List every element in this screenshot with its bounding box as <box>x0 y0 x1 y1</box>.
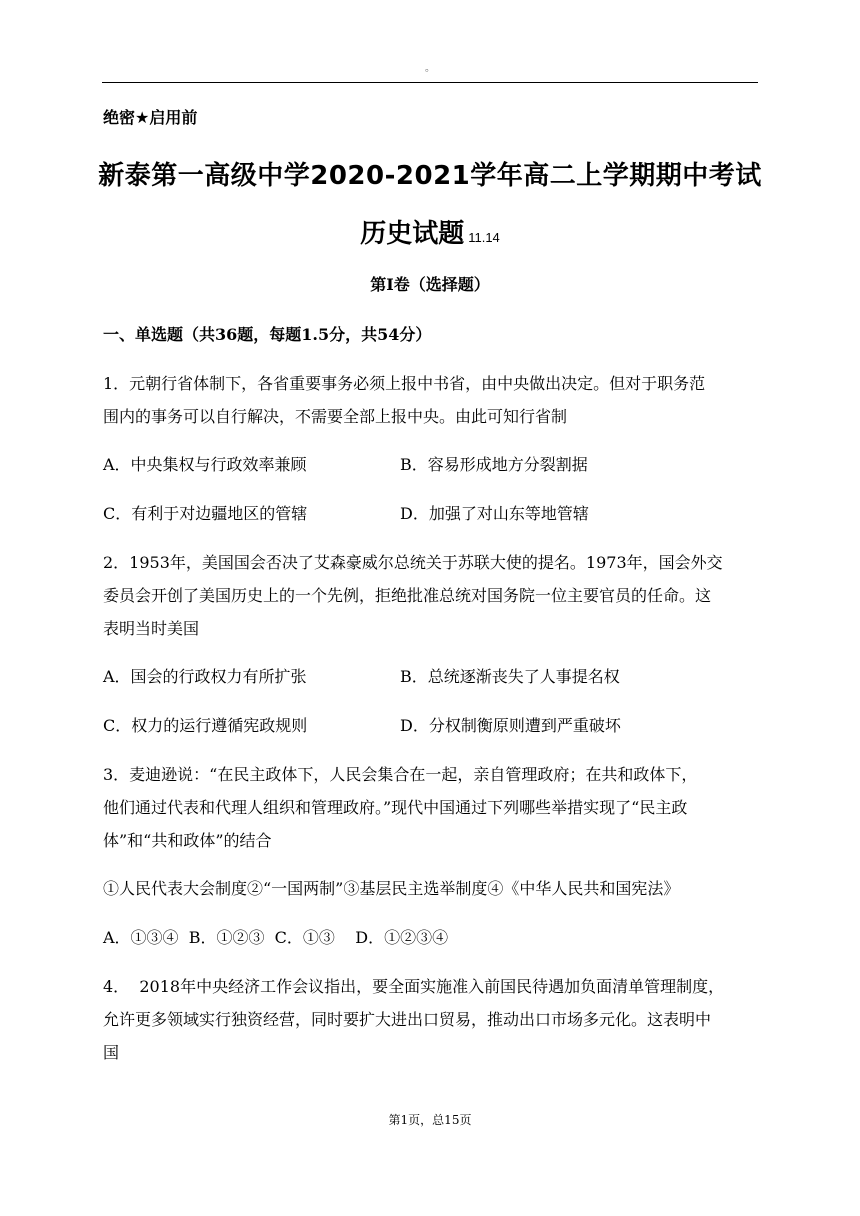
page-footer: 第1页，总15页 <box>388 1113 472 1127</box>
question-4-stem-line-3: 国 <box>103 1043 120 1062</box>
question-3-stem-line-3: 体”和“共和政体”的结合 <box>103 831 272 850</box>
question-3-items: ①人民代表大会制度②“一国两制”③基层民主选举制度④《中华人民共和国宪法》 <box>103 879 680 898</box>
subtitle-date: 11.14 <box>468 230 500 245</box>
header-mark: 。 <box>425 63 435 74</box>
question-1-option-c: C．有利于对边疆地区的管辖 <box>103 504 308 523</box>
question-1-stem-line-2: 围内的事务可以自行解决，不需要全部上报中央。由此可知行省制 <box>103 407 568 426</box>
question-3-stem-line-2: 他们通过代表和代理人组织和管理政府。”现代中国通过下列哪些举措实现了“民主政 <box>103 798 688 817</box>
question-3-stem-line-1: 3．麦迪逊说：“在民主政体下，人民会集合在一起，亲自管理政府；在共和政体下， <box>103 765 698 784</box>
question-2-option-c: C．权力的运行遵循宪政规则 <box>103 716 308 735</box>
question-1-option-d: D．加强了对山东等地管辖 <box>400 504 589 523</box>
exam-subtitle <box>0 215 860 257</box>
subtitle-text: 历史试题 <box>360 219 465 249</box>
question-1-option-b: B．容易形成地方分裂割据 <box>400 455 588 474</box>
question-2-stem-line-3: 表明当时美国 <box>103 619 200 638</box>
question-2-option-a: A．国会的行政权力有所扩张 <box>103 667 307 686</box>
volume-label: 第Ⅰ卷（选择题） <box>370 275 490 294</box>
question-1-option-a: A．中央集权与行政效率兼顾 <box>103 455 307 474</box>
question-2-option-d: D．分权制衡原则遭到严重破坏 <box>400 716 621 735</box>
section-heading: 一、单选题（共36题，每题1.5分，共54分） <box>103 325 432 344</box>
question-4-stem-line-2: 允许更多领域实行独资经营，同时要扩大进出口贸易，推动出口市场多元化。这表明中 <box>103 1010 712 1029</box>
question-3-options: A．①③④ B．①②③ C．①③ D．①②③④ <box>103 928 449 947</box>
question-2-option-b: B．总统逐渐丧失了人事提名权 <box>400 667 620 686</box>
question-1-stem-line-1: 1．元朝行省体制下，各省重要事务必须上报中书省，由中央做出决定。但对于职务范 <box>103 374 706 393</box>
exam-title: 新泰第一高级中学2020-2021学年高二上学期期中考试 <box>98 161 762 191</box>
question-4-stem-line-1: 4． 2018年中央经济工作会议指出，要全面实施准入前国民待遇加负面清单管理制度， <box>103 977 725 996</box>
question-2-stem-line-1: 2．1953年，美国国会否决了艾森豪威尔总统关于苏联大使的提名。1973年，国会外交 <box>103 553 723 572</box>
question-2-stem-line-2: 委员会开创了美国历史上的一个先例，拒绝批准总统对国务院一位主要官员的任命。这 <box>103 586 712 605</box>
secret-label: 绝密★启用前 <box>103 108 198 127</box>
header-rule <box>102 82 758 83</box>
